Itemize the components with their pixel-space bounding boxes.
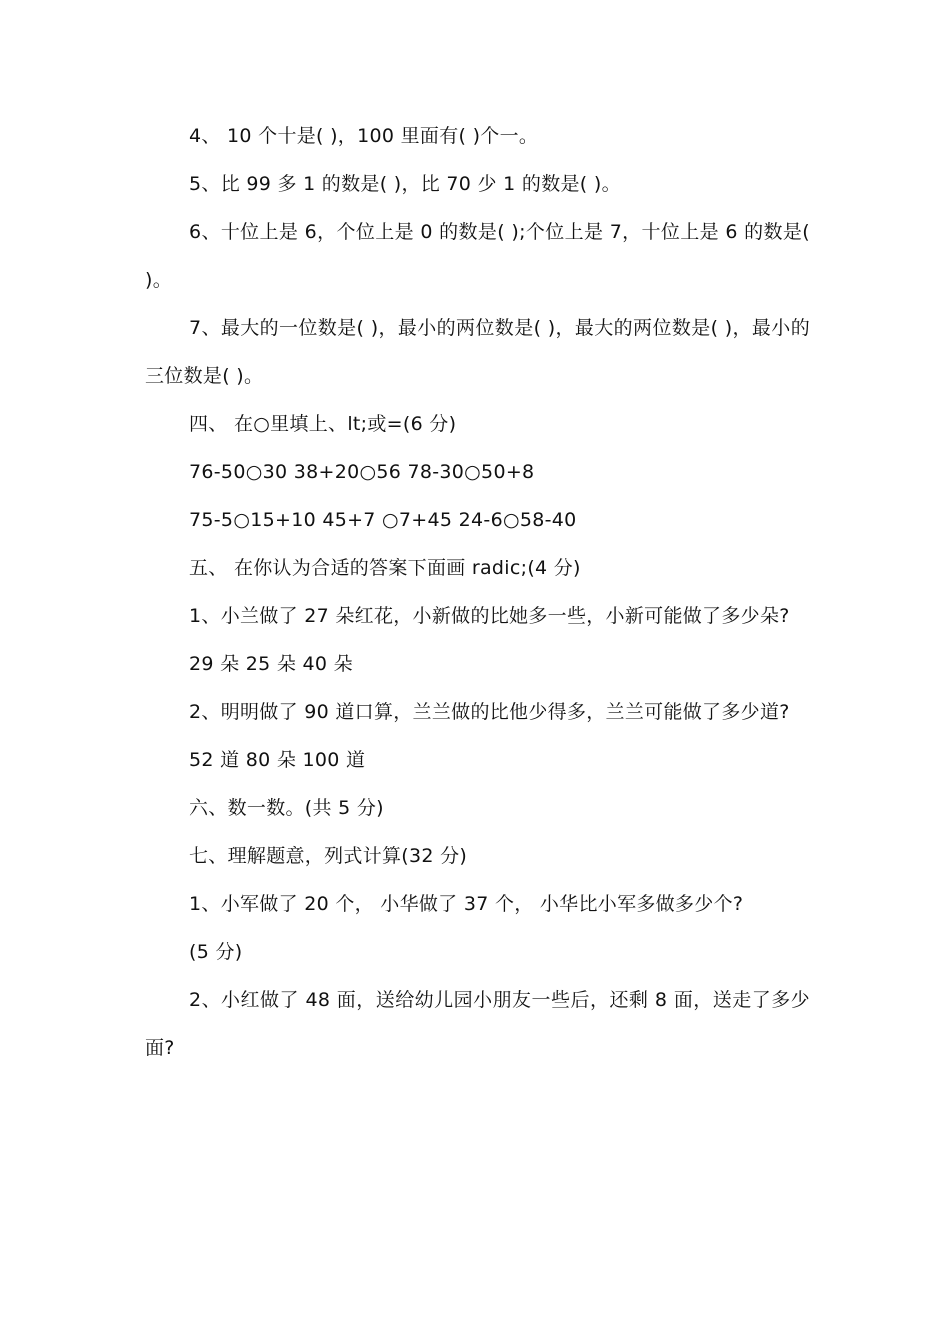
section-5-question-2: 2、明明做了 90 道口算，兰兰做的比他少得多，兰兰可能做了多少道? [189, 701, 790, 723]
section-6-heading: 六、数一数。(共 5 分) [189, 797, 384, 819]
section-5-heading: 五、 在你认为合适的答案下面画 radic;(4 分) [189, 557, 581, 579]
question-4: 4、 10 个十是( )，100 里面有( )个一。 [189, 125, 539, 147]
question-5: 5、比 99 多 1 的数是( )，比 70 少 1 的数是( )。 [189, 173, 621, 195]
section-5-options-2: 52 道 80 朵 100 道 [189, 749, 366, 771]
section-4-heading: 四、 在○里填上、lt;或=(6 分) [189, 413, 457, 435]
compare-row-1: 76-50○30 38+20○56 78-30○50+8 [189, 461, 535, 483]
section-7-question-1: 1、小军做了 20 个， 小华做了 37 个， 小华比小军多做多少个? [189, 893, 744, 915]
question-7: 7、最大的一位数是( )，最小的两位数是( )，最大的两位数是( )，最小的三位数是( )。 [145, 317, 810, 387]
section-7-question-2: 2、小红做了 48 面，送给幼儿园小朋友一些后，还剩 8 面，送走了多少面? [145, 989, 810, 1059]
question-6: 6、十位上是 6，个位上是 0 的数是( );个位上是 7，十位上是 6 的数是( )。 [145, 221, 810, 291]
section-7-question-1-score: (5 分) [189, 941, 243, 963]
section-5-question-1: 1、小兰做了 27 朵红花，小新做的比她多一些，小新可能做了多少朵? [189, 605, 790, 627]
document-body [145, 112, 810, 1072]
section-5-options-1: 29 朵 25 朵 40 朵 [189, 653, 353, 675]
compare-row-2: 75-5○15+10 45+7 ○7+45 24-6○58-40 [189, 509, 577, 531]
section-7-heading: 七、理解题意，列式计算(32 分) [189, 845, 468, 867]
